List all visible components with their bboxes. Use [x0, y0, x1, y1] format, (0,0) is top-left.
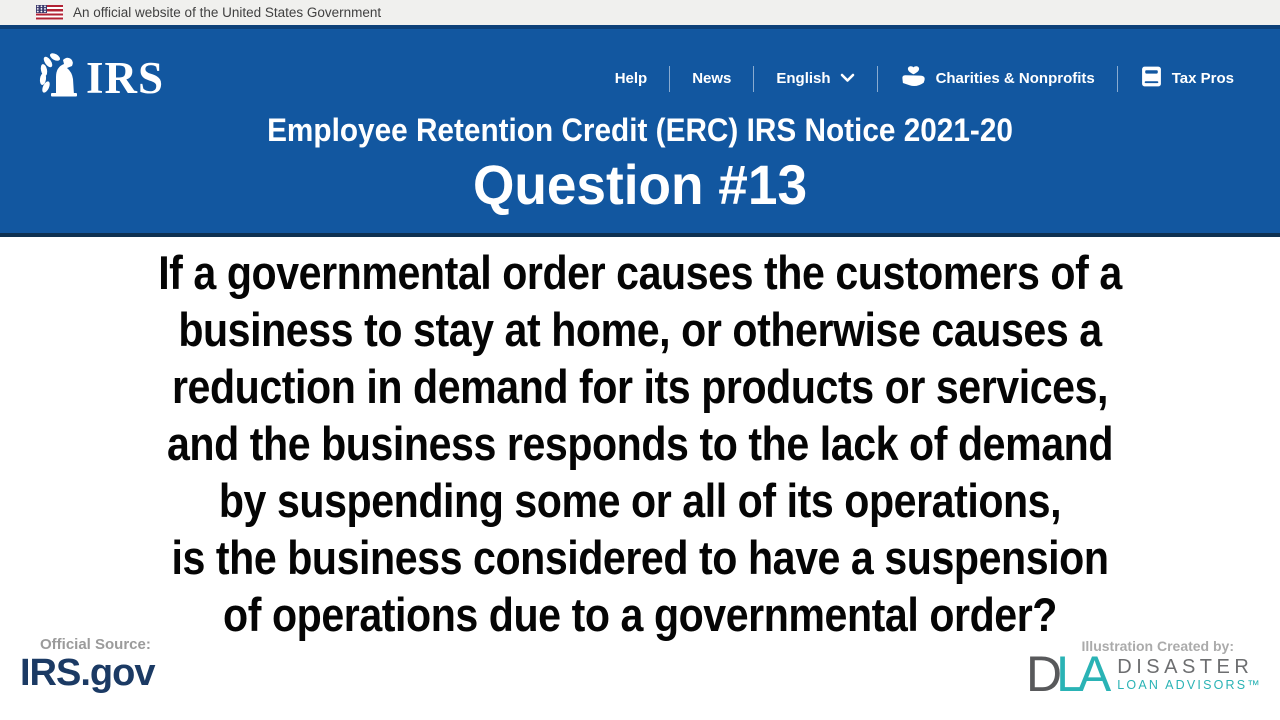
- question-line: by suspending some or all of its operations,: [218, 474, 1062, 527]
- dla-word-disaster: DISASTER: [1117, 656, 1254, 678]
- dla-logo-letters: [1025, 646, 1106, 702]
- book-icon: [1140, 65, 1163, 92]
- nav-separator: [669, 66, 670, 92]
- nav-language-dropdown[interactable]: [776, 70, 854, 87]
- nav-separator: [1117, 66, 1118, 92]
- dla-letter-a: A: [1077, 646, 1106, 702]
- nav-charities[interactable]: [900, 65, 1095, 92]
- question-line: of operations due to a governmental order?: [223, 588, 1057, 641]
- nav-charities-label: Charities & Nonprofits: [935, 70, 1095, 87]
- nav-separator: [753, 66, 754, 92]
- question-line: business to stay at home, or otherwise causes a: [178, 303, 1102, 356]
- question-text: [80, 244, 1200, 643]
- illustration-credit-label: Illustration Created by:: [1081, 638, 1234, 654]
- nav-help-label: Help: [614, 70, 648, 87]
- nav-news[interactable]: [692, 70, 731, 87]
- official-source-label: Official Source:: [40, 636, 151, 653]
- chevron-down-icon: [840, 70, 855, 87]
- gov-banner: [0, 0, 1280, 25]
- question-line: and the business responds to the lack of demand: [166, 417, 1114, 470]
- question-line: If a governmental order causes the customers of a: [158, 246, 1122, 299]
- dla-word-loan-advisors: LOAN ADVISORS™: [1117, 678, 1262, 692]
- irs-gov-wordmark: IRS.gov: [20, 652, 155, 694]
- irs-logo-text: IRS: [86, 53, 165, 103]
- irs-logo[interactable]: [36, 53, 164, 104]
- dla-letter-l: L: [1056, 646, 1078, 702]
- nav-help[interactable]: [615, 70, 648, 87]
- question-line: reduction in demand for its products or services,: [171, 360, 1109, 413]
- gov-banner-text: An official website of the United States Government: [73, 5, 382, 20]
- header-nav: [615, 65, 1234, 92]
- hand-heart-icon: [900, 65, 927, 92]
- nav-separator: [877, 66, 878, 92]
- nav-tax-pros[interactable]: [1140, 65, 1234, 92]
- page-subtitle: Question #13: [472, 153, 808, 216]
- irs-eagle-icon: [36, 53, 84, 104]
- us-flag-icon: [36, 5, 63, 20]
- nav-language-label: English: [776, 70, 831, 87]
- page-title: Employee Retention Credit (ERC) IRS Notice 2021-20: [267, 112, 1013, 148]
- question-line: is the business considered to have a suspension: [171, 531, 1109, 584]
- nav-tax-pros-label: Tax Pros: [1171, 70, 1234, 87]
- dla-logo-words: [1117, 652, 1262, 693]
- nav-news-label: News: [692, 70, 732, 87]
- dla-letter-d: D: [1025, 646, 1057, 702]
- flag-canton: [36, 5, 47, 13]
- header: [0, 25, 1280, 237]
